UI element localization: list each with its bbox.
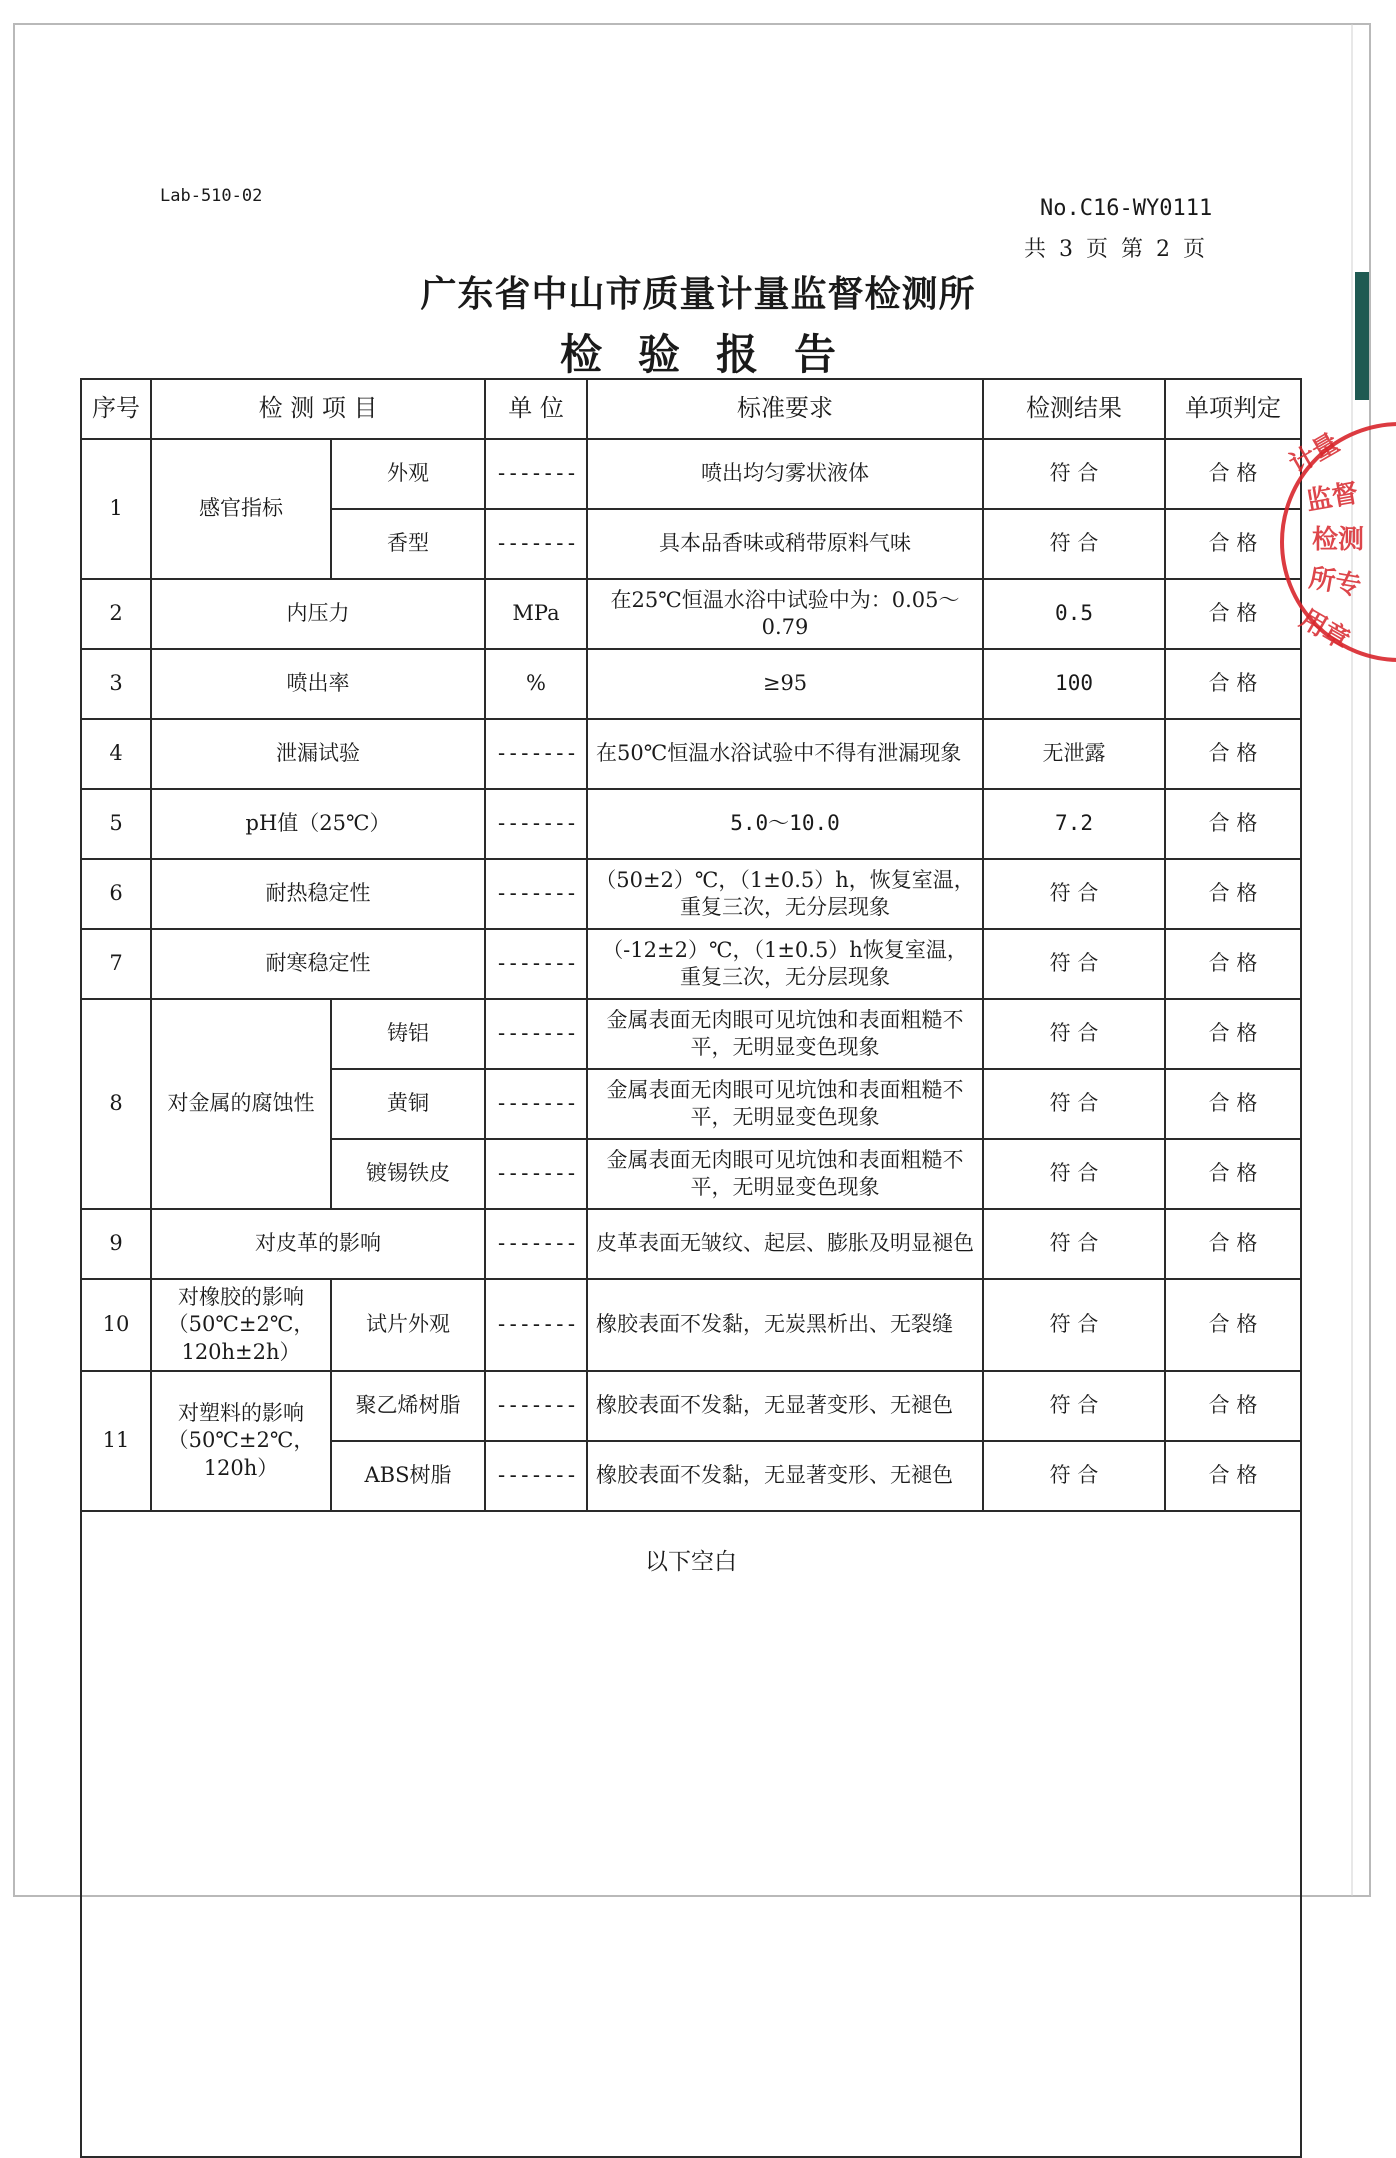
- row-result: 符 合: [983, 929, 1165, 999]
- table-header-row: [81, 379, 1301, 439]
- row-subitem: 聚乙烯树脂: [331, 1371, 485, 1441]
- row-seq: 4: [81, 719, 151, 789]
- row-item: 喷出率: [151, 649, 485, 719]
- blank-row: [81, 1511, 1301, 2157]
- table-row: [81, 859, 1301, 929]
- row-result: 符 合: [983, 1371, 1165, 1441]
- header-seq: 序号: [81, 379, 151, 439]
- row-judgement: 合 格: [1165, 1279, 1301, 1371]
- row-judgement: 合 格: [1165, 649, 1301, 719]
- header-item: 检 测 项 目: [151, 379, 485, 439]
- row-unit: -------: [485, 789, 587, 859]
- row-requirement: 橡胶表面不发黏，无显著变形、无褪色: [587, 1441, 983, 1511]
- row-subitem: 镀锡铁皮: [331, 1139, 485, 1209]
- row-item: 耐寒稳定性: [151, 929, 485, 999]
- row-item: pH值（25℃）: [151, 789, 485, 859]
- row-subitem: 外观: [331, 439, 485, 509]
- row-unit: -------: [485, 719, 587, 789]
- row-seq: 5: [81, 789, 151, 859]
- row-result: 符 合: [983, 439, 1165, 509]
- row-seq: 3: [81, 649, 151, 719]
- row-unit: -------: [485, 929, 587, 999]
- table-row: [81, 929, 1301, 999]
- header-judgement: 单项判定: [1165, 379, 1301, 439]
- row-requirement: （-12±2）℃，（1±0.5）h恢复室温，重复三次，无分层现象: [587, 929, 983, 999]
- row-unit: -------: [485, 1139, 587, 1209]
- row-item: 对金属的腐蚀性: [151, 999, 331, 1209]
- blank-note: 以下空白: [81, 1511, 1301, 2157]
- row-item: 对橡胶的影响（50℃±2℃，120h±2h）: [151, 1279, 331, 1371]
- row-result: 符 合: [983, 999, 1165, 1069]
- svg-text:所专: 所专: [1306, 563, 1364, 602]
- row-result: 无泄露: [983, 719, 1165, 789]
- row-subitem: ABS树脂: [331, 1441, 485, 1511]
- row-result: 符 合: [983, 859, 1165, 929]
- row-judgement: 合 格: [1165, 719, 1301, 789]
- table-row: [81, 439, 1301, 509]
- row-requirement: 5.0～10.0: [587, 789, 983, 859]
- row-unit: -------: [485, 859, 587, 929]
- row-judgement: 合 格: [1165, 1209, 1301, 1279]
- row-result: 符 合: [983, 1279, 1165, 1371]
- row-requirement: 在50℃恒温水浴试验中不得有泄漏现象: [587, 719, 983, 789]
- row-seq: 7: [81, 929, 151, 999]
- row-item: 感官指标: [151, 439, 331, 579]
- row-requirement: （50±2）℃，（1±0.5）h，恢复室温，重复三次，无分层现象: [587, 859, 983, 929]
- row-item: 对塑料的影响（50℃±2℃，120h）: [151, 1371, 331, 1511]
- row-requirement: 具本品香味或稍带原料气味: [587, 509, 983, 579]
- row-requirement: 橡胶表面不发黏，无显著变形、无褪色: [587, 1371, 983, 1441]
- organization-title: 广东省中山市质量计量监督检测所: [420, 274, 976, 315]
- row-requirement: 在25℃恒温水浴中试验中为：0.05～0.79: [587, 579, 983, 649]
- row-result: 符 合: [983, 1069, 1165, 1139]
- svg-text:计量: 计量: [1284, 428, 1345, 481]
- row-requirement: 金属表面无肉眼可见坑蚀和表面粗糙不平，无明显变色现象: [587, 999, 983, 1069]
- row-result: 符 合: [983, 1139, 1165, 1209]
- row-item: 内压力: [151, 579, 485, 649]
- row-unit: %: [485, 649, 587, 719]
- row-unit: -------: [485, 1279, 587, 1371]
- row-judgement: 合 格: [1165, 1139, 1301, 1209]
- svg-text:检测: 检测: [1312, 525, 1365, 555]
- row-result: 0.5: [983, 579, 1165, 649]
- inspection-seal-stamp: [1268, 392, 1396, 692]
- table-row: [81, 649, 1301, 719]
- row-seq: 11: [81, 1371, 151, 1511]
- report-number: No.C16-WY0111: [1040, 196, 1213, 221]
- table-row: [81, 999, 1301, 1069]
- row-unit: -------: [485, 439, 587, 509]
- row-result: 符 合: [983, 1441, 1165, 1511]
- form-code: Lab-510-02: [160, 186, 263, 206]
- table-row: [81, 1209, 1301, 1279]
- table-row: [81, 789, 1301, 859]
- table-row: [81, 719, 1301, 789]
- row-seq: 1: [81, 439, 151, 579]
- row-unit: -------: [485, 999, 587, 1069]
- row-judgement: 合 格: [1165, 1069, 1301, 1139]
- row-subitem: 香型: [331, 509, 485, 579]
- row-seq: 2: [81, 579, 151, 649]
- header-unit: 单 位: [485, 379, 587, 439]
- row-requirement: 皮革表面无皱纹、起层、膨胀及明显褪色: [587, 1209, 983, 1279]
- row-unit: -------: [485, 1441, 587, 1511]
- header-requirement: 标准要求: [587, 379, 983, 439]
- row-requirement: 喷出均匀雾状液体: [587, 439, 983, 509]
- row-item: 对皮革的影响: [151, 1209, 485, 1279]
- table-row: [81, 579, 1301, 649]
- row-unit: MPa: [485, 579, 587, 649]
- row-unit: -------: [485, 509, 587, 579]
- row-judgement: 合 格: [1165, 999, 1301, 1069]
- row-unit: -------: [485, 1371, 587, 1441]
- row-judgement: 合 格: [1165, 1371, 1301, 1441]
- row-result: 符 合: [983, 1209, 1165, 1279]
- row-judgement: 合 格: [1165, 929, 1301, 999]
- row-subitem: 铸铝: [331, 999, 485, 1069]
- table-row: [81, 1371, 1301, 1441]
- row-judgement: 合 格: [1165, 439, 1301, 509]
- row-seq: 6: [81, 859, 151, 929]
- row-subitem: 黄铜: [331, 1069, 485, 1139]
- row-judgement: 合 格: [1165, 859, 1301, 929]
- page-count: 共 3 页 第 2 页: [1024, 237, 1208, 262]
- row-requirement: ≥95: [587, 649, 983, 719]
- row-requirement: 金属表面无肉眼可见坑蚀和表面粗糙不平，无明显变色现象: [587, 1139, 983, 1209]
- table-row: [81, 1279, 1301, 1371]
- row-judgement: 合 格: [1165, 579, 1301, 649]
- row-judgement: 合 格: [1165, 789, 1301, 859]
- svg-text:监督: 监督: [1304, 478, 1361, 517]
- row-seq: 8: [81, 999, 151, 1209]
- row-result: 符 合: [983, 509, 1165, 579]
- row-result: 100: [983, 649, 1165, 719]
- row-unit: -------: [485, 1209, 587, 1279]
- inspection-table: [80, 378, 1302, 2158]
- row-seq: 9: [81, 1209, 151, 1279]
- row-subitem: 试片外观: [331, 1279, 485, 1371]
- row-requirement: 金属表面无肉眼可见坑蚀和表面粗糙不平，无明显变色现象: [587, 1069, 983, 1139]
- row-unit: -------: [485, 1069, 587, 1139]
- row-judgement: 合 格: [1165, 1441, 1301, 1511]
- report-title: 检验报告: [559, 330, 872, 379]
- header-result: 检测结果: [983, 379, 1165, 439]
- row-item: 泄漏试验: [151, 719, 485, 789]
- svg-text:用章: 用章: [1294, 604, 1355, 657]
- row-seq: 10: [81, 1279, 151, 1371]
- row-judgement: 合 格: [1165, 509, 1301, 579]
- row-item: 耐热稳定性: [151, 859, 485, 929]
- row-result: 7.2: [983, 789, 1165, 859]
- row-requirement: 橡胶表面不发黏，无炭黑析出、无裂缝: [587, 1279, 983, 1371]
